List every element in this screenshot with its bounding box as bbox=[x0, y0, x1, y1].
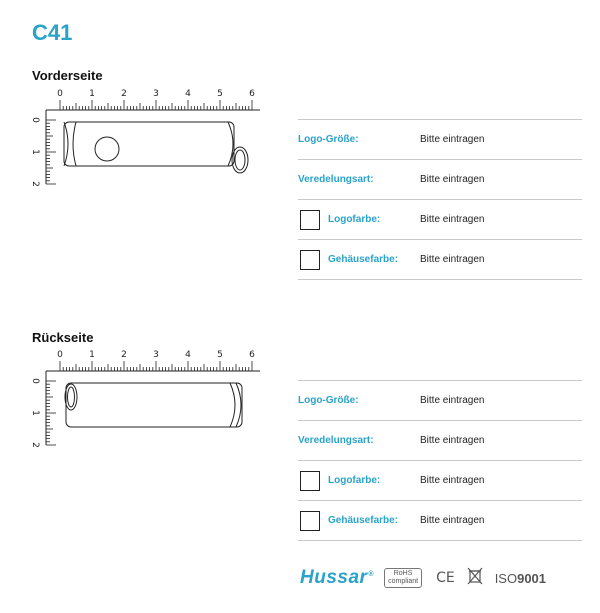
iso-9001-badge bbox=[495, 571, 546, 586]
field-row-logo-size bbox=[298, 119, 582, 159]
section-label-front: Vorderseite bbox=[32, 68, 103, 83]
ruler-h-ticks bbox=[60, 100, 252, 110]
field-row-logo-color bbox=[298, 199, 582, 239]
registered-mark: ® bbox=[368, 570, 375, 578]
field-value-logo-size[interactable]: Bitte eintragen bbox=[420, 395, 485, 406]
rohs-line2: compliant bbox=[388, 578, 419, 585]
usb-left-edge-inner bbox=[73, 122, 76, 166]
usb-left-edge bbox=[64, 122, 68, 166]
front-form bbox=[298, 119, 582, 280]
ruler-y-label: 0 bbox=[30, 378, 40, 384]
field-row-case-color bbox=[298, 239, 582, 280]
ruler-y-label: 1 bbox=[30, 149, 40, 155]
ruler-h-labels bbox=[57, 89, 255, 99]
usb-stick-front bbox=[64, 122, 248, 173]
field-value-logo-color[interactable]: Bitte eintragen bbox=[420, 475, 485, 486]
ruler-x-label: 5 bbox=[217, 89, 223, 99]
rohs-line1: RoHS bbox=[393, 570, 413, 577]
usb-right-edge-inner bbox=[236, 383, 241, 427]
ruler-x-label: 1 bbox=[89, 89, 95, 99]
ruler-y-label: 2 bbox=[30, 181, 40, 187]
case-color-checkbox[interactable] bbox=[300, 511, 320, 531]
ruler-x-label: 6 bbox=[249, 350, 255, 360]
ruler-y-label: 0 bbox=[30, 117, 40, 123]
field-value-finishing[interactable]: Bitte eintragen bbox=[420, 174, 485, 185]
usb-body bbox=[66, 383, 242, 427]
ruler-x-label: 2 bbox=[121, 89, 127, 99]
usb-body bbox=[64, 122, 234, 166]
ruler-x-label: 3 bbox=[153, 350, 159, 360]
field-value-logo-size[interactable]: Bitte eintragen bbox=[420, 134, 485, 145]
ruler-x-label: 1 bbox=[89, 350, 95, 360]
field-value-finishing[interactable]: Bitte eintragen bbox=[420, 435, 485, 446]
iso-number: 9001 bbox=[517, 570, 547, 586]
field-row-logo-color bbox=[298, 460, 582, 500]
back-ruler-svg bbox=[28, 343, 268, 453]
footer-logos bbox=[300, 560, 546, 596]
ruler-h-labels bbox=[57, 350, 255, 360]
iso-prefix: ISO bbox=[494, 570, 518, 586]
weee-bin-icon bbox=[467, 566, 483, 591]
ruler-y-label: 1 bbox=[30, 410, 40, 416]
brand-logo bbox=[300, 567, 374, 589]
field-row-logo-size bbox=[298, 380, 582, 420]
usb-stick-back bbox=[65, 383, 242, 427]
ruler-x-label: 4 bbox=[185, 89, 191, 99]
ruler-x-label: 0 bbox=[57, 89, 63, 99]
back-form bbox=[298, 380, 582, 541]
field-row-finishing bbox=[298, 420, 582, 460]
field-label-logo-size: Logo-Größe: bbox=[298, 395, 359, 406]
ruler-x-label: 2 bbox=[121, 350, 127, 360]
ruler-y-label: 2 bbox=[30, 442, 40, 448]
ruler-x-label: 6 bbox=[249, 89, 255, 99]
field-row-finishing bbox=[298, 159, 582, 199]
field-label-case-color: Gehäusefarbe: bbox=[328, 515, 399, 526]
field-label-finishing: Veredelungsart: bbox=[298, 174, 374, 185]
ruler-v-ticks bbox=[46, 381, 56, 445]
field-label-logo-color: Logofarbe: bbox=[328, 214, 381, 225]
ruler-x-label: 4 bbox=[185, 350, 191, 360]
logo-color-checkbox[interactable] bbox=[300, 210, 320, 230]
ruler-x-label: 0 bbox=[57, 350, 63, 360]
logo-color-checkbox[interactable] bbox=[300, 471, 320, 491]
section-label-back: Rückseite bbox=[32, 330, 94, 345]
brand-name: Hussar bbox=[300, 567, 368, 588]
usb-right-edge bbox=[230, 383, 235, 427]
ruler-h-ticks bbox=[60, 361, 252, 371]
rohs-badge bbox=[384, 568, 422, 588]
ruler-x-label: 5 bbox=[217, 350, 223, 360]
field-label-logo-color: Logofarbe: bbox=[328, 475, 381, 486]
key-ring-inner-icon bbox=[235, 150, 245, 170]
field-row-case-color bbox=[298, 500, 582, 541]
key-ring-inner-icon bbox=[68, 387, 75, 407]
logo-circle-icon bbox=[95, 137, 119, 161]
field-value-logo-color[interactable]: Bitte eintragen bbox=[420, 214, 485, 225]
field-label-case-color: Gehäusefarbe: bbox=[328, 254, 399, 265]
back-drawing bbox=[28, 343, 268, 453]
field-value-case-color[interactable]: Bitte eintragen bbox=[420, 515, 485, 526]
ce-mark: CE bbox=[436, 570, 455, 586]
field-label-logo-size: Logo-Größe: bbox=[298, 134, 359, 145]
field-value-case-color[interactable]: Bitte eintragen bbox=[420, 254, 485, 265]
key-ring-icon bbox=[65, 384, 77, 410]
case-color-checkbox[interactable] bbox=[300, 250, 320, 270]
front-ruler-svg bbox=[28, 82, 268, 192]
front-drawing bbox=[28, 82, 268, 192]
ruler-v-labels bbox=[30, 117, 40, 187]
footer-divider bbox=[298, 540, 582, 541]
ruler-v-ticks bbox=[46, 120, 56, 184]
ruler-x-label: 3 bbox=[153, 89, 159, 99]
field-label-finishing: Veredelungsart: bbox=[298, 435, 374, 446]
page-title: C41 bbox=[32, 20, 73, 45]
ruler-v-labels bbox=[30, 378, 40, 448]
